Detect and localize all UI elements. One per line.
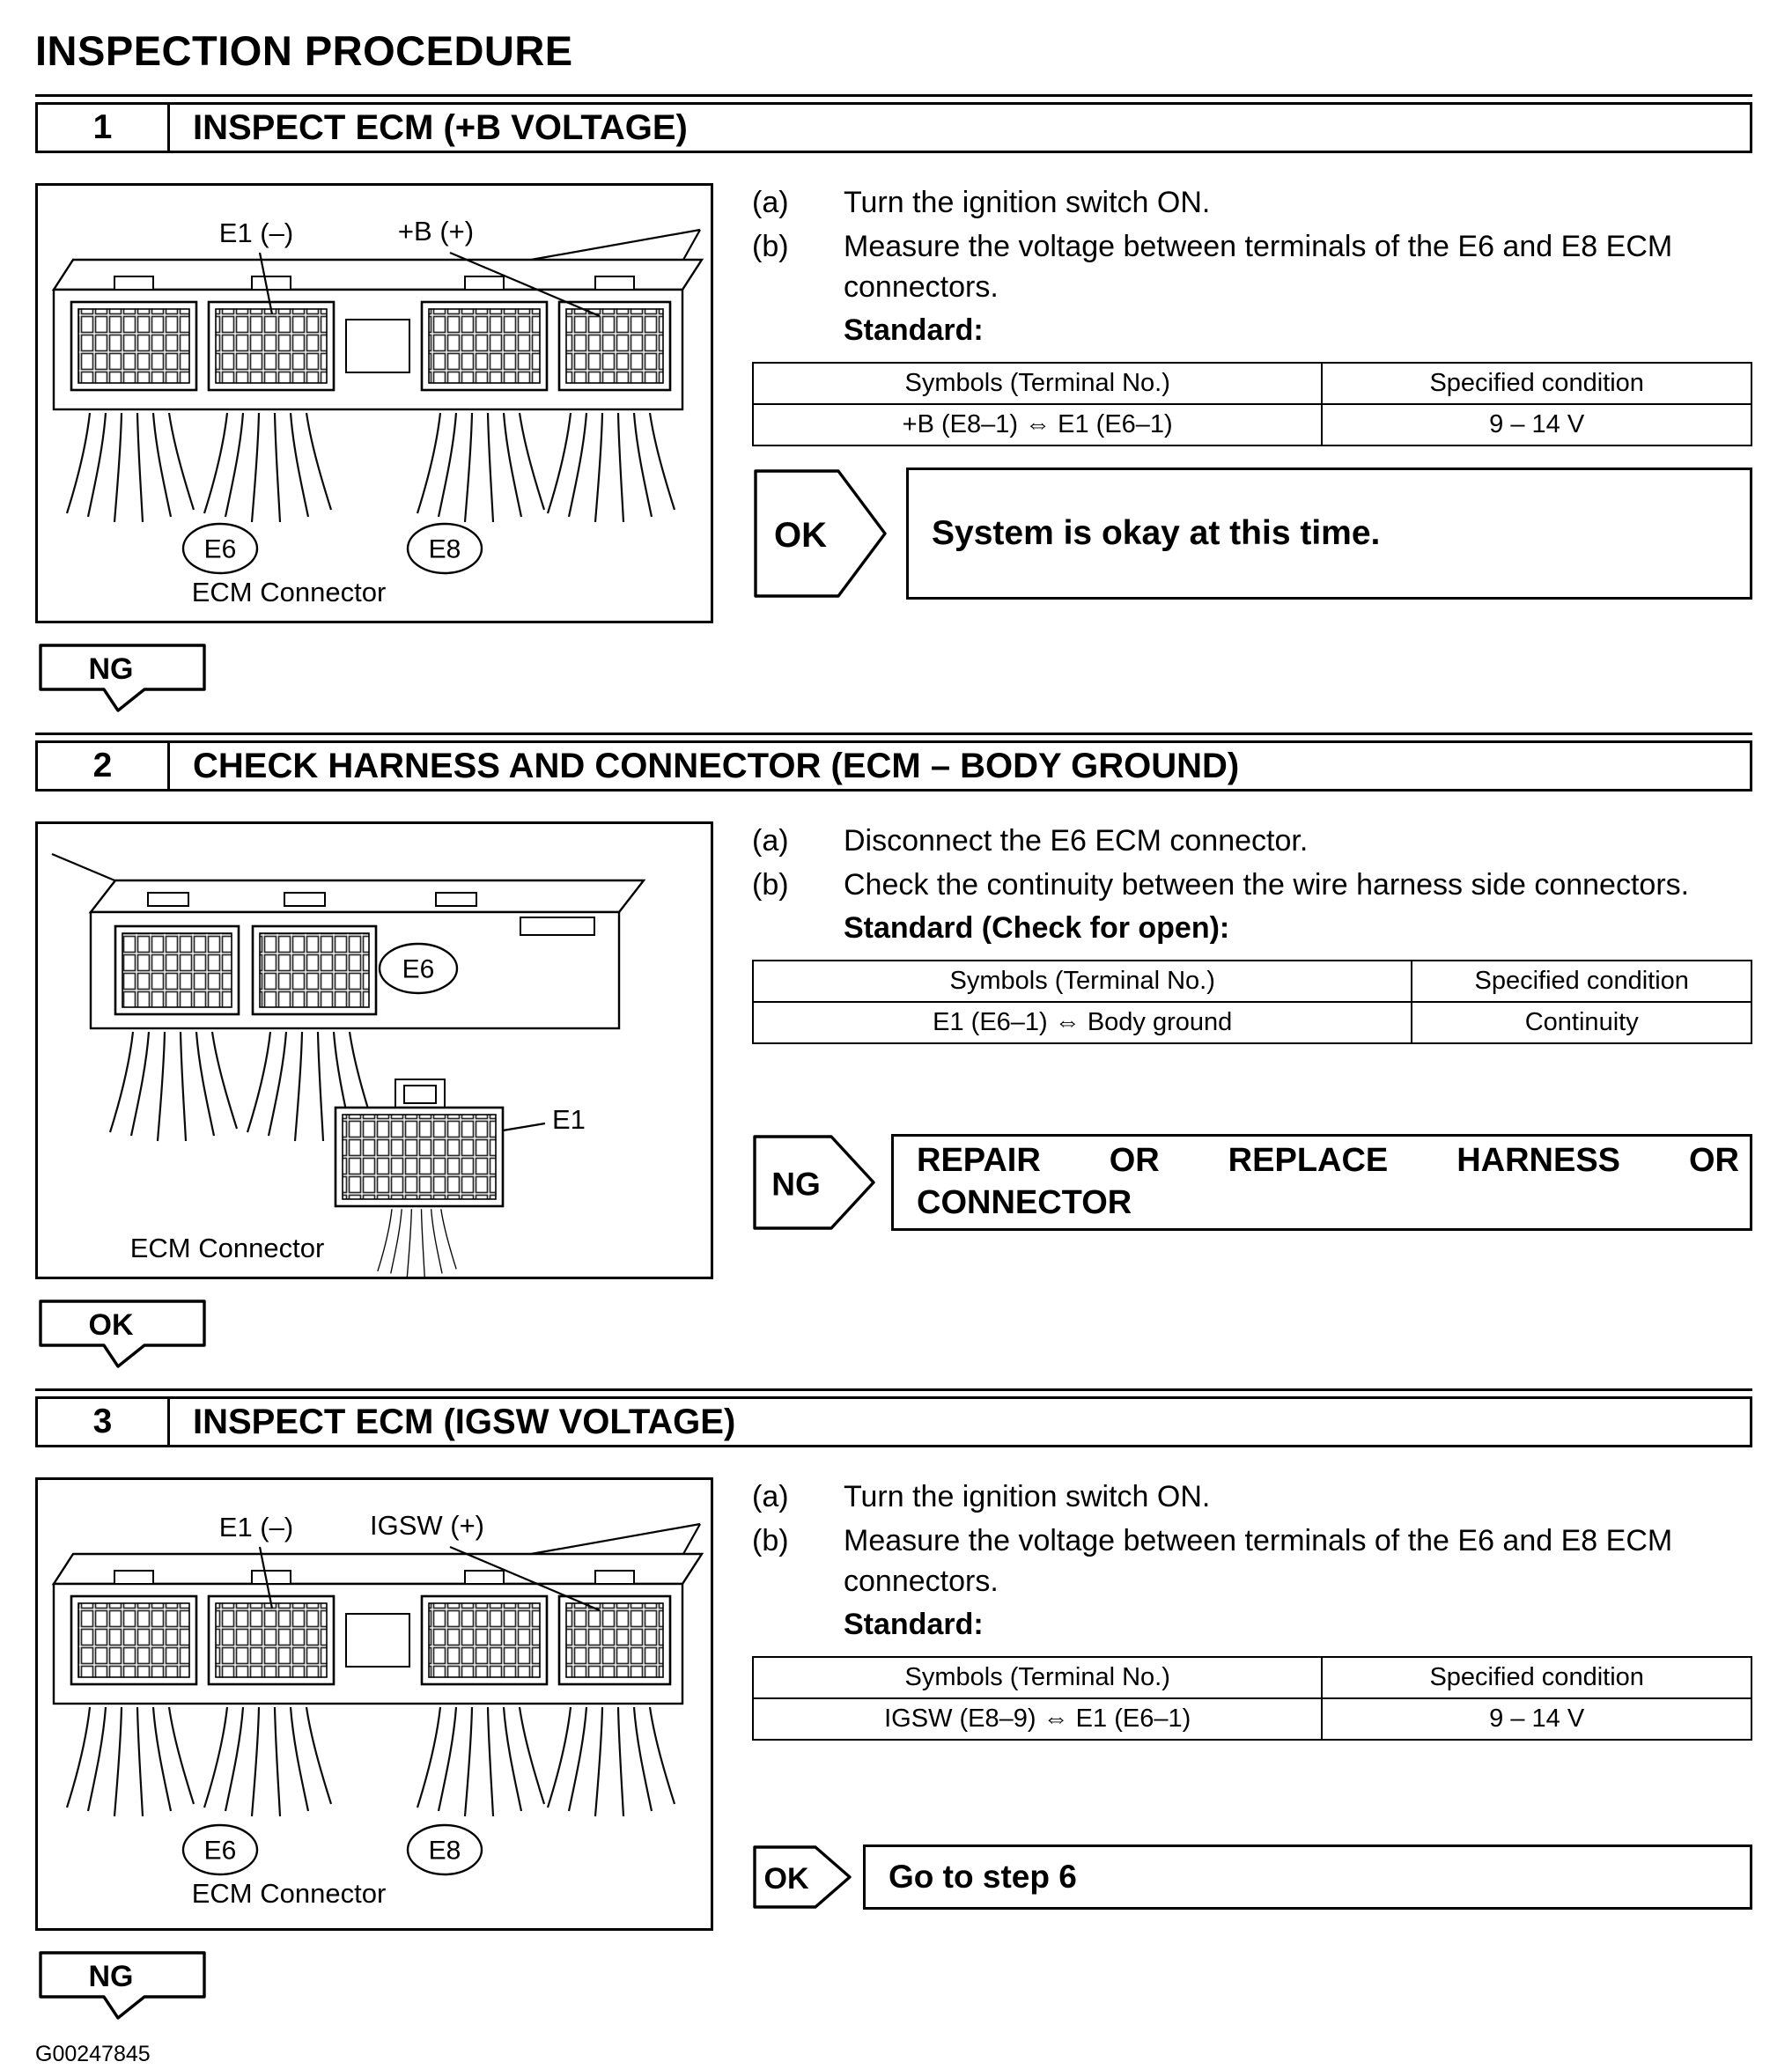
spec-table-2: [752, 960, 1752, 1044]
wire-bundle: [204, 413, 331, 522]
connector-socket-1: [115, 926, 239, 1014]
instruction-id: (b): [752, 1523, 789, 1557]
case-edge-line: [683, 230, 700, 260]
step-2-header: [35, 733, 1752, 792]
table-header-condition: Specified condition: [1412, 961, 1751, 1002]
wire-bundle: [548, 413, 675, 522]
table-cell-symbols: IGSW (E8–9) ⇔ E1 (E6–1): [753, 1698, 1322, 1740]
instruction-text: Turn the ignition switch ON.: [844, 186, 1211, 219]
connector-tab: [436, 893, 476, 906]
connector-tab: [465, 1571, 504, 1584]
figure-code: G00247845: [35, 2042, 151, 2066]
instruction-b: [752, 1521, 1752, 1602]
table-header-symbols: Symbols (Terminal No.): [753, 1657, 1322, 1698]
e1-connector-label: E1: [552, 1104, 586, 1135]
instruction-text: Measure the voltage between terminals of the E6 and E8 ECM connectors.: [844, 1523, 1673, 1598]
spec-table-3: [752, 1656, 1752, 1741]
table-row: [753, 1698, 1751, 1740]
table-cell-condition: 9 – 14 V: [1322, 404, 1751, 445]
e6-oval-label: E6: [203, 534, 237, 564]
wire-bundle: [417, 413, 544, 522]
branch-label: NG: [88, 652, 134, 686]
instruction-b: [752, 227, 1752, 308]
instruction-a: [752, 1477, 1752, 1518]
table-header-symbols: Symbols (Terminal No.): [753, 961, 1412, 1002]
standard-label: Standard (Check for open):: [844, 910, 1230, 945]
instruction-id: (a): [752, 1480, 789, 1513]
instruction-b: [752, 865, 1752, 906]
instruction-id: (b): [752, 229, 789, 263]
branch-ng-banner: [37, 1948, 208, 2021]
e1-harness-connector: [336, 1079, 503, 1206]
step-1-content: [35, 183, 1752, 623]
table-cell-symbols: E1 (E6–1) ⇔ Body ground: [753, 1002, 1412, 1043]
connector-socket-3: [422, 1596, 547, 1684]
instruction-text: Turn the ignition switch ON.: [844, 1480, 1211, 1513]
step-3-top-rule: [35, 1388, 1752, 1391]
wire-bundle: [548, 1707, 675, 1816]
step-2-result: [752, 1134, 1752, 1231]
table-header-condition: Specified condition: [1322, 363, 1751, 404]
wire-bundle: [378, 1209, 456, 1277]
result-action-text: System is okay at this time.: [932, 513, 1381, 552]
ng-arrow-icon: [752, 1134, 877, 1231]
step-2-title: CHECK HARNESS AND CONNECTOR (ECM – BODY GROUND): [193, 746, 1240, 785]
step-3-content: [35, 1477, 1752, 1931]
e8-oval-label: E8: [428, 1836, 461, 1866]
instruction-text: Disconnect the E6 ECM connector.: [844, 824, 1309, 858]
branch-label: OK: [88, 1308, 134, 1342]
connector-socket-2: [253, 926, 376, 1014]
connector-tab: [252, 1571, 291, 1584]
diagram-caption: ECM Connector: [191, 1878, 387, 1909]
instruction-id: (a): [752, 186, 789, 219]
terminal-label-negative: E1 (–): [218, 217, 294, 248]
step-1-header-box: [35, 102, 1752, 153]
case-edge-line: [52, 854, 119, 882]
page-title: INSPECTION PROCEDURE: [35, 27, 573, 74]
wire-bundle: [110, 1032, 237, 1141]
step-1-header: [35, 94, 1752, 153]
result-action-text: REPAIR OR REPLACE HARNESS OR CONNECTOR: [917, 1142, 1739, 1221]
step-1-diagram-box: [35, 183, 713, 623]
wire-bundle: [204, 1707, 331, 1816]
step-2-diagram-box: [35, 821, 713, 1279]
step-1-instructions: [752, 183, 1752, 600]
wire-bundle: [417, 1707, 544, 1816]
terminal-label-positive: IGSW (+): [369, 1510, 485, 1541]
ok-badge: OK: [774, 515, 827, 555]
ok-arrow-icon: [752, 468, 889, 600]
connector-tab: [114, 276, 153, 290]
connector-tab: [148, 893, 188, 906]
case-edge-line: [683, 1524, 700, 1554]
connector-socket-1: [71, 1596, 196, 1684]
instruction-text: Measure the voltage between terminals of the E6 and E8 ECM connectors.: [844, 229, 1673, 304]
step-2-number: 2: [38, 743, 170, 789]
connector-tab: [595, 1571, 634, 1584]
connector-socket-3: [422, 302, 547, 390]
table-cell-condition: 9 – 14 V: [1322, 1698, 1751, 1740]
connector-tab: [284, 893, 325, 906]
connector-tab: [114, 1571, 153, 1584]
leader-line: [503, 1123, 545, 1130]
center-blank-slot: [346, 1614, 409, 1667]
e6-oval-label: E6: [203, 1836, 237, 1866]
instruction-id: (a): [752, 824, 789, 858]
table-row: [753, 404, 1751, 445]
ok-arrow-icon: [752, 1844, 852, 1910]
result-action-box: [906, 468, 1752, 600]
terminal-label-negative: E1 (–): [218, 1512, 294, 1543]
connector-tab: [595, 276, 634, 290]
branch-ok-banner: [37, 1297, 208, 1369]
step-1-top-rule: [35, 94, 1752, 97]
connector-socket-1: [71, 302, 196, 390]
result-action-box: [863, 1844, 1752, 1910]
case-edge-line: [531, 230, 700, 260]
instruction-text: Check the continuity between the wire harness side connectors.: [844, 867, 1690, 902]
step-3-header: [35, 1388, 1752, 1447]
step-3-title: INSPECT ECM (IGSW VOLTAGE): [193, 1402, 736, 1441]
result-action-text: Go to step 6: [889, 1858, 1077, 1895]
connector-tab: [252, 276, 291, 290]
table-header-condition: Specified condition: [1322, 1657, 1751, 1698]
step-1-number: 1: [38, 105, 170, 151]
step-2-top-rule: [35, 733, 1752, 735]
step-1-result: [752, 468, 1752, 600]
step-3-number: 3: [38, 1399, 170, 1445]
wire-bundle: [67, 413, 194, 522]
connector-tab: [465, 276, 504, 290]
diagram-caption: ECM Connector: [129, 1233, 325, 1263]
branch-ng-banner: [37, 641, 208, 713]
standard-label: Standard:: [844, 313, 984, 347]
spec-table-1: [752, 362, 1752, 446]
case-edge-line: [531, 1524, 700, 1554]
diagram-caption: ECM Connector: [191, 577, 387, 607]
step-3-diagram-box: [35, 1477, 713, 1931]
step-3-result: [752, 1844, 1752, 1910]
connector-socket-4: [559, 302, 670, 390]
step-2-instructions: [752, 821, 1752, 1231]
e6-oval-label: E6: [402, 954, 435, 984]
step-3-header-box: [35, 1396, 1752, 1447]
connector-socket-4: [559, 1596, 670, 1684]
wire-bundle: [67, 1707, 194, 1816]
standard-label: Standard:: [844, 1607, 984, 1641]
step-2-header-box: [35, 740, 1752, 792]
ecm-connector-diagram-2: [38, 824, 711, 1277]
table-row: [753, 1002, 1751, 1043]
table-cell-symbols: +B (E8–1) ⇔ E1 (E6–1): [753, 404, 1322, 445]
ecm-connector-diagram-1: [38, 186, 711, 621]
instruction-id: (b): [752, 867, 789, 902]
terminal-label-positive: +B (+): [397, 216, 475, 247]
connector-socket-2: [209, 1596, 334, 1684]
center-blank-slot: [346, 320, 409, 372]
ecm-connector-diagram-3: [38, 1480, 711, 1928]
step-2-content: [35, 821, 1752, 1279]
branch-label: NG: [88, 1960, 134, 1993]
connector-socket-2: [209, 302, 334, 390]
blank-slot: [520, 917, 594, 935]
ok-badge: OK: [763, 1861, 809, 1896]
instruction-a: [752, 183, 1752, 224]
table-cell-condition: Continuity: [1412, 1002, 1751, 1043]
step-1-title: INSPECT ECM (+B VOLTAGE): [193, 107, 688, 147]
instruction-a: [752, 821, 1752, 862]
ng-badge: NG: [771, 1166, 821, 1203]
step-3-instructions: [752, 1477, 1752, 1910]
result-action-box: [891, 1134, 1752, 1231]
table-header-symbols: Symbols (Terminal No.): [753, 363, 1322, 404]
e8-oval-label: E8: [428, 534, 461, 564]
